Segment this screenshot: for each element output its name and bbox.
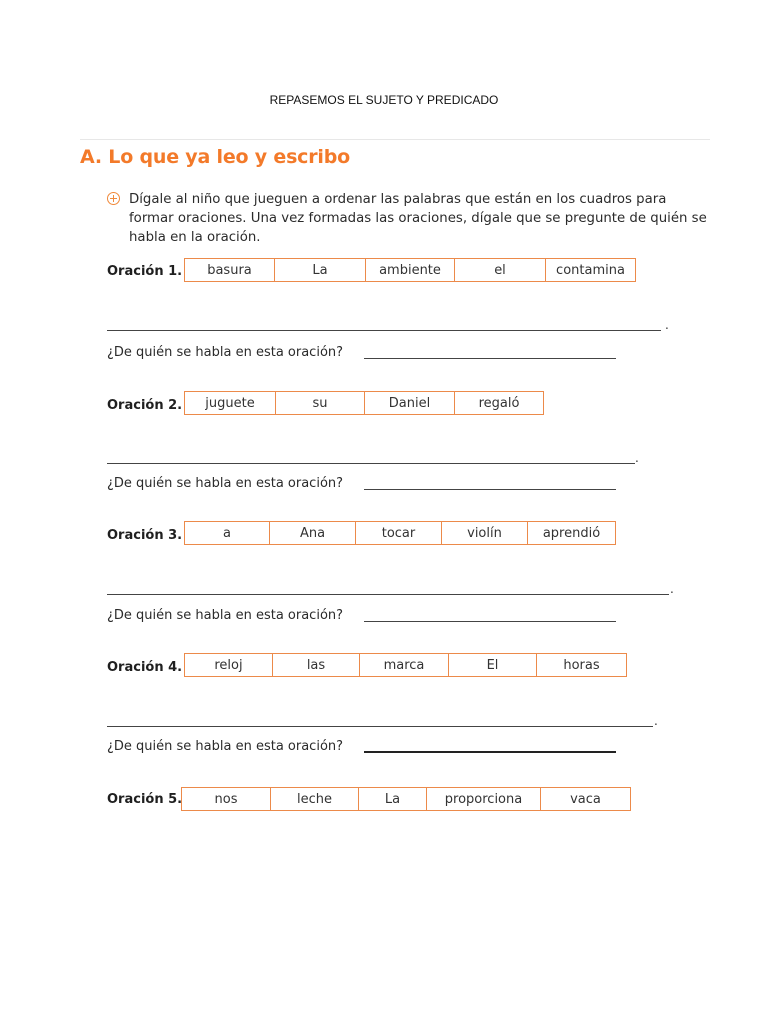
question-4: ¿De quién se habla en esta oración?	[107, 739, 344, 754]
document-title: REPASEMOS EL SUJETO Y PREDICADO	[269, 93, 499, 107]
word-box: El	[449, 654, 537, 676]
word-box: proporciona	[427, 788, 541, 810]
word-strip-5	[181, 787, 631, 811]
word-box: aprendió	[542, 525, 601, 541]
word-box: leche	[271, 788, 359, 810]
answer-line-2[interactable]	[107, 463, 635, 464]
question-answer-line-4[interactable]	[364, 751, 616, 753]
exercise-4-label: Oración 4.	[107, 660, 183, 675]
word-box: horas	[563, 657, 600, 673]
word-box: regaló	[478, 395, 520, 411]
exercise-1-label: Oración 1.	[107, 264, 183, 279]
question-answer-line-1[interactable]	[364, 358, 616, 359]
word-box: a	[185, 522, 270, 544]
word-box: marca	[360, 654, 449, 676]
question-answer-line-2[interactable]	[364, 489, 616, 490]
answer-line-end-2: .	[635, 451, 639, 465]
word-box: las	[273, 654, 360, 676]
word-box: su	[276, 392, 365, 414]
word-box: basura	[185, 259, 275, 281]
word-box: violín	[442, 522, 528, 544]
word-box: La	[359, 788, 427, 810]
answer-line-end-4: .	[654, 714, 658, 728]
question-1: ¿De quién se habla en esta oración?	[107, 345, 344, 360]
word-box: nos	[182, 788, 271, 810]
word-box: tocar	[356, 522, 442, 544]
word-box: La	[275, 259, 366, 281]
heading-rule	[80, 139, 710, 140]
word-box: juguete	[185, 392, 276, 414]
question-answer-line-3[interactable]	[364, 621, 616, 622]
exercise-3-label: Oración 3.	[107, 528, 183, 543]
word-box: el	[455, 259, 546, 281]
word-box: contamina	[556, 262, 625, 278]
instruction	[107, 190, 707, 247]
exercise-2-label: Oración 2.	[107, 398, 183, 413]
answer-line-end-1: .	[665, 318, 669, 332]
section-heading: A. Lo que ya leo y escribo	[80, 146, 350, 168]
word-box: Daniel	[365, 392, 455, 414]
answer-line-1[interactable]	[107, 330, 661, 331]
word-strip-1	[184, 258, 636, 282]
question-2: ¿De quién se habla en esta oración?	[107, 476, 344, 491]
answer-line-3[interactable]	[107, 594, 669, 595]
word-strip-3	[184, 521, 616, 545]
word-box: vaca	[570, 791, 601, 807]
word-box: ambiente	[366, 259, 455, 281]
question-3: ¿De quién se habla en esta oración?	[107, 608, 344, 623]
answer-line-4[interactable]	[107, 726, 653, 727]
word-box: reloj	[185, 654, 273, 676]
word-strip-4	[184, 653, 627, 677]
instruction-text: Dígale al niño que jueguen a ordenar las palabras que están en los cuadros para formar oraciones. Una vez formadas las oraciones, dígale que se pregunte de quién se habla en la oración.	[129, 192, 707, 245]
word-box: Ana	[270, 522, 356, 544]
answer-line-end-3: .	[670, 582, 674, 596]
plus-circle-icon	[107, 192, 120, 205]
exercise-5-label: Oración 5.	[107, 792, 183, 807]
word-strip-2	[184, 391, 544, 415]
